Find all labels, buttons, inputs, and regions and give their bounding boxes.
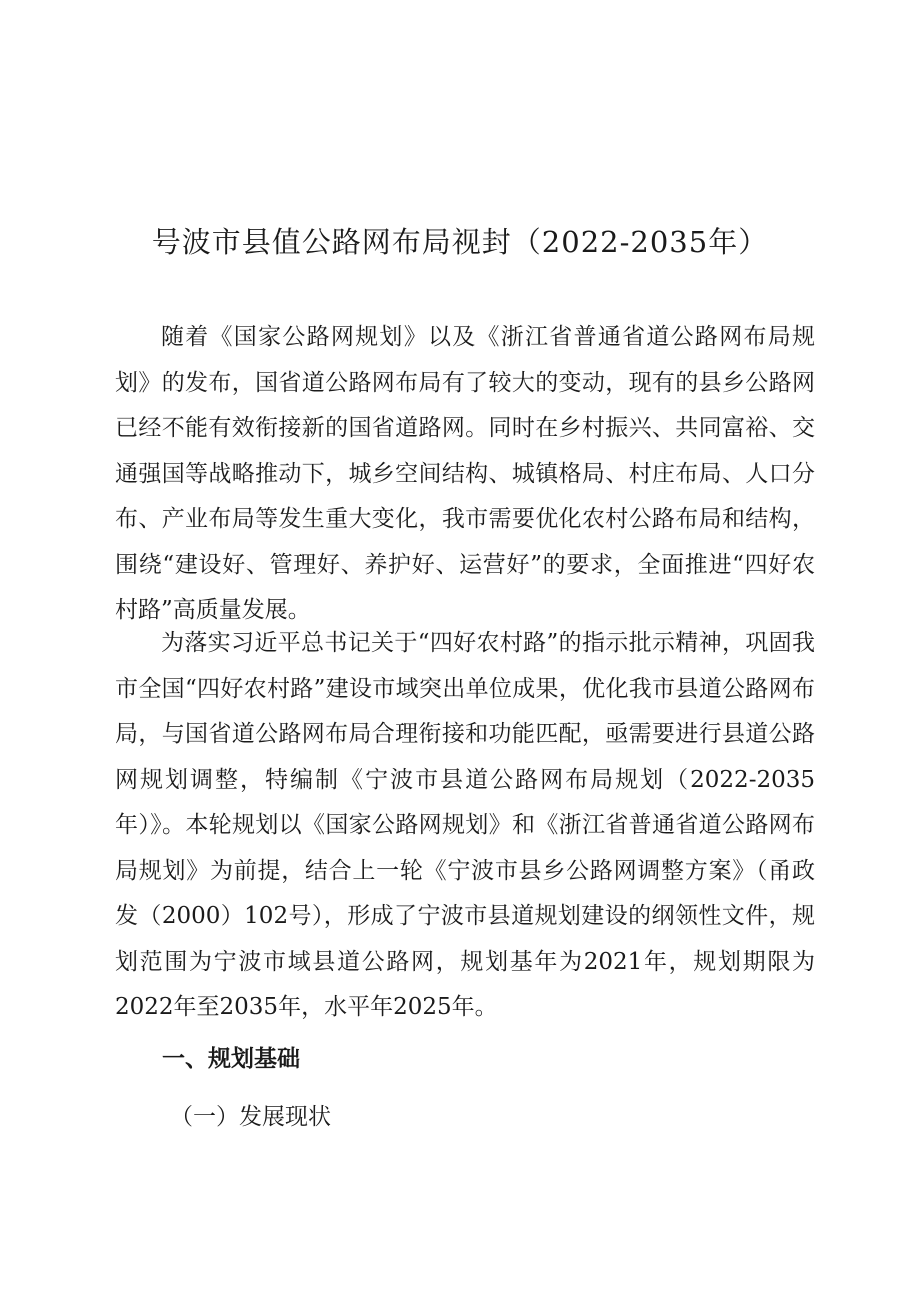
section-heading: 一、规划基础 (162, 1046, 300, 1072)
document-title: 号波市县值公路网布局视封（2022-2035年） (151, 225, 769, 259)
sub-heading: （一）发展现状 (170, 1104, 331, 1130)
paragraph-purpose: 为落实习近平总书记关于“四好农村路”的指示批示精神，巩固我市全国“四好农村路”建设市域突出单位成果，优化我市县道公路网布局，与国省道公路网布局合理衔接和功能匹配，亟需要进行县道公路网规划调整，特编制《宁波市县道公路网布局规划（2022-2035年）》。本轮规划以《国家公路网规划》和《浙江省普通省道公路网布局规划》为前提，结合上一轮《宁波市县乡公路网调整方案》（甬政发（2000）102号），形成了宁波市县道规划建设的纲领性文件，规划范围为宁波市域县道公路网，规划基年为2021年，规划期限为2022年至2035年，水平年2025年。 (115, 630, 815, 1020)
paragraph-background: 随着《国家公路网规划》以及《浙江省普通省道公路网布局规划》的发布，国省道公路网布局有了较大的变动，现有的县乡公路网已经不能有效衔接新的国省道路网。同时在乡村振兴、共同富裕、交通强国等战略推动下，城乡空间结构、城镇格局、村庄布局、人口分布、产业布局等发生重大变化，我市需要优化农村公路布局和结构，围绕“建设好、管理好、养护好、运营好”的要求，全面推进“四好农村路”高质量发展。 (115, 324, 815, 623)
